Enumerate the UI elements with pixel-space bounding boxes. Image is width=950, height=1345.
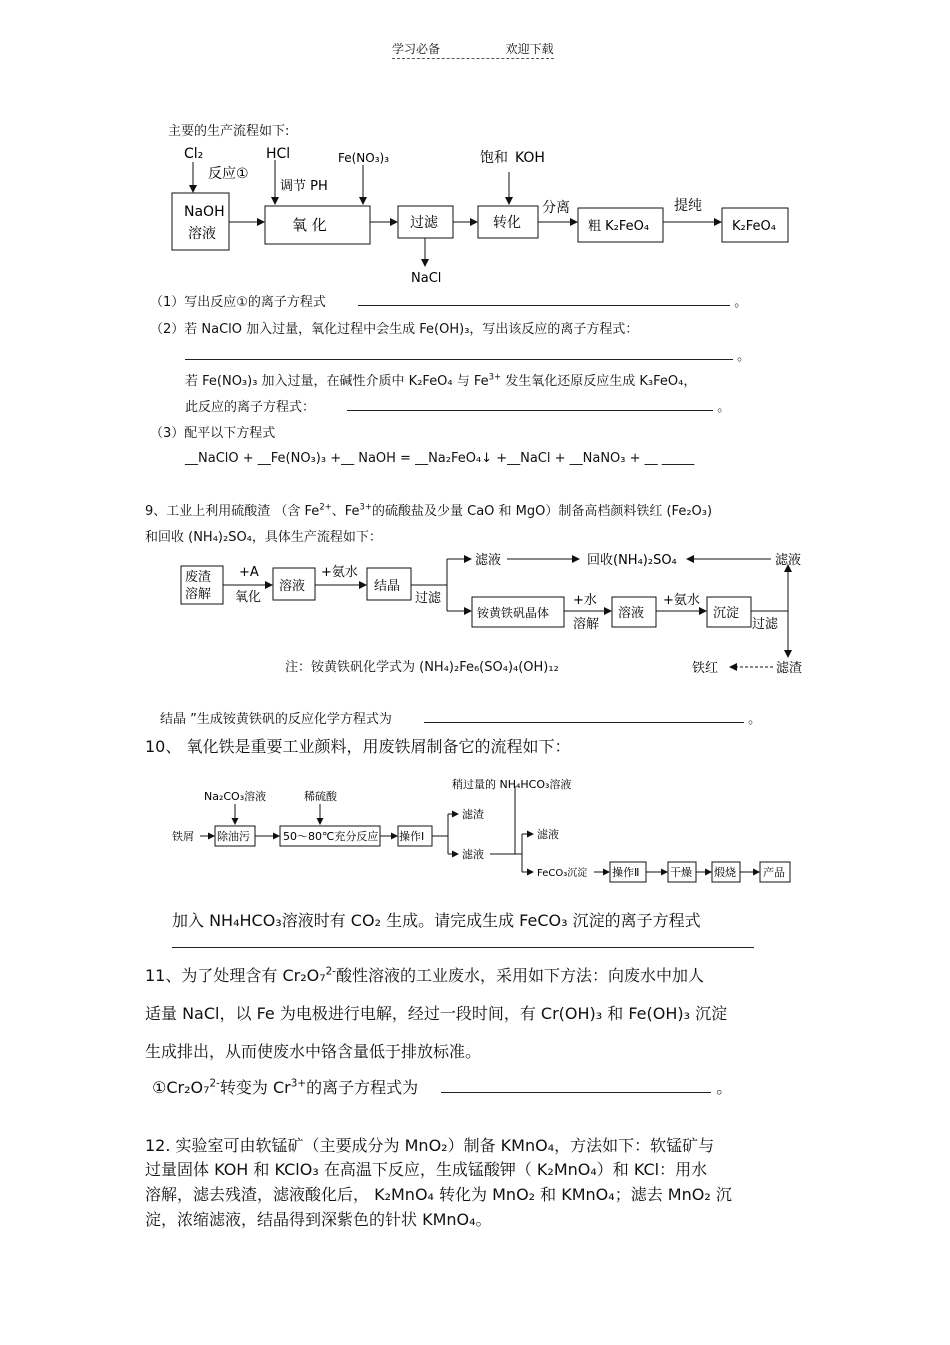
page-header — [392, 40, 554, 57]
q12-line1: 12. 实验室可由软锰矿（主要成分为 MnO₂）制备 KMnO₄，方法如下：软锰矿与 — [145, 1136, 715, 1155]
flow2-solution2: 溶液 — [618, 606, 645, 621]
q10-question: 加入 NH₄HCO₃溶液时有 CO₂ 生成。请完成生成 FeCO₃ 沉淀的离子方程式 — [172, 911, 701, 930]
label-reaction1: 反应① — [208, 166, 249, 182]
flow3-filtrate2: 滤液 — [537, 828, 559, 841]
q9-end: 。 — [748, 712, 762, 727]
q12-line2: 过量固体 KOH 和 KClO₃ 在高温下反应，生成锰酸钾（ K₂MnO₄）和 KCl：用水 — [145, 1160, 708, 1179]
flow3-dry: 干燥 — [670, 866, 692, 879]
intro-text: 主要的生产流程如下: — [168, 124, 290, 139]
q2-end3: 。 — [717, 400, 731, 415]
q2-end1: 。 — [737, 349, 751, 364]
flow3-calcine: 煅烧 — [714, 866, 736, 879]
q2-line2-part-a: 若 Fe(NO₃)₃ 加入过量，在碱性介质中 K₂FeO₄ 与 Fe — [185, 374, 489, 389]
box-filter-label: 过滤 — [410, 215, 438, 231]
k2feo4-flow-diagram — [160, 140, 800, 288]
q2-line2 — [185, 370, 696, 389]
q10-title: 10、 氧化铁是重要工业颜料，用废铁屑制备它的流程如下： — [145, 737, 571, 756]
q11-line4-c: 的离子方程式为 — [306, 1078, 419, 1097]
label-purify: 提纯 — [674, 198, 702, 214]
q11-line4-b: 转变为 Cr — [219, 1078, 291, 1097]
q11-sup2: 2- — [209, 1077, 220, 1090]
q1-line — [150, 291, 747, 310]
label-adjust-ph: 调节 PH — [280, 179, 328, 194]
input-cl2: Cl₂ — [184, 146, 204, 162]
flow3-op1: 操作Ⅰ — [399, 830, 425, 843]
q10-answer-line[interactable] — [172, 947, 754, 948]
q12-line3: 溶解，滤去残渣，滤液酸化后， K₂MnO₄ 转化为 MnO₂ 和 KMnO₄；滤去 MnO₂ 沉 — [145, 1185, 732, 1204]
flow3-filtrate: 滤液 — [462, 848, 484, 861]
byproduct-nacl: NaCl — [411, 271, 442, 286]
flow3-op2: 操作Ⅱ — [612, 866, 640, 879]
q9-line1-b: 、Fe — [331, 504, 360, 519]
input-hcl: HCl — [266, 146, 291, 162]
box-oxidize-label: 氧 化 — [292, 216, 327, 234]
q9-line1 — [145, 500, 712, 519]
flow3-excess-nh4hco3: 稍过量的 NH₄HCO₃溶液 — [452, 778, 572, 791]
q11-end: 。 — [716, 1078, 733, 1097]
flow2-recover: 回收(NH₄)₂SO₄ — [587, 553, 677, 568]
flow2-ammonia1: +氨水 — [321, 565, 358, 580]
flow2-waste-line2: 溶解 — [185, 587, 212, 602]
q3-title: （3）配平以下方程式 — [150, 426, 276, 441]
flow2-solution1: 溶液 — [279, 579, 306, 594]
input-koh: KOH — [515, 150, 545, 166]
box-naoh-line1: NaOH — [184, 204, 225, 220]
q2-line2-part-b: 发生氧化还原反应生成 K₃FeO₄， — [501, 374, 697, 389]
flow2-plus-water: +水 — [573, 593, 597, 608]
header-divider — [392, 58, 554, 59]
flow3-dilute-acid: 稀硫酸 — [304, 790, 337, 803]
input-saturated: 饱和 — [480, 150, 508, 166]
box-naoh-line2: 溶液 — [188, 226, 216, 242]
box-product-label: K₂FeO₄ — [732, 219, 776, 234]
q11-line1-a: 11、为了处理含有 Cr₂O₇ — [145, 966, 326, 985]
q11-line4 — [152, 1075, 732, 1098]
flow3-degrease: 除油污 — [217, 830, 250, 843]
box-crude-label: 粗 K₂FeO₄ — [588, 219, 650, 234]
q9-line1-c: 的硫酸盐及少量 CaO 和 MgO）制备高档颜料铁红 (Fe₂O₃) — [371, 504, 713, 519]
flow2-ammonia2: +氨水 — [663, 593, 700, 608]
box-convert-label: 转化 — [493, 215, 521, 231]
q2-answer-line1 — [185, 345, 750, 364]
flow2-waste-line1: 废渣 — [185, 570, 212, 585]
q11-sup1: 2- — [325, 965, 336, 978]
q2-answer-blank1[interactable] — [185, 345, 733, 360]
q3-equation: __NaClO + __Fe(NO₃)₃ +__ NaOH = __Na₂FeO₄↓ +__NaCl + __NaNO₃ + __ _____ — [185, 451, 695, 466]
header-left: 学习必备 — [392, 42, 441, 56]
q2-line3-text: 此反应的离子方程式： — [185, 400, 316, 415]
q11-line1-b: 酸性溶液的工业废水，采用如下方法：向废水中加人 — [336, 966, 705, 985]
q9-note: 注：铵黄铁矾化学式为 (NH₄)₂Fe₆(SO₄)₄(OH)₁₂ — [285, 660, 559, 675]
flow2-filtrate1: 滤液 — [475, 553, 502, 568]
q11-line1 — [145, 963, 704, 986]
q9-line1-a: 9、工业上利用硫酸渣 （含 Fe — [145, 504, 320, 519]
flow2-jarosite: 铵黄铁矾晶体 — [477, 606, 550, 620]
flow2-filter1: 过滤 — [415, 591, 442, 606]
q2-line2-sup: 3+ — [488, 371, 502, 382]
flow2-filter2: 过滤 — [752, 617, 779, 632]
flow2-residue: 滤渣 — [776, 661, 803, 676]
flow2-filtrate2: 滤液 — [775, 553, 802, 568]
flow2-iron-red: 铁红 — [692, 661, 719, 676]
q12-line4: 淀，浓缩滤液，结晶得到深紫色的针状 KMnO₄。 — [145, 1210, 492, 1229]
flow2-dissolve: 溶解 — [573, 617, 600, 632]
q1-text: （1）写出反应①的离子方程式 — [150, 295, 326, 310]
flow3-residue: 滤渣 — [462, 808, 484, 821]
iron-oxide-flow-diagram — [170, 772, 795, 887]
q11-sup3: 3+ — [290, 1077, 307, 1090]
q2-line1: （2）若 NaClO 加入过量，氧化过程中会生成 Fe(OH)₃，写出该反应的离子方程式： — [150, 322, 639, 337]
q9-answer-blank[interactable] — [424, 708, 744, 723]
flow3-feco3: FeCO₃沉淀 — [537, 868, 588, 879]
flow3-product: 产品 — [763, 866, 785, 879]
flow2-crystallize: 结晶 — [374, 579, 401, 594]
q2-answer-blank2[interactable] — [347, 396, 713, 411]
flow2-precipitate: 沉淀 — [713, 606, 740, 621]
label-separate: 分离 — [542, 200, 570, 216]
q11-answer-blank[interactable] — [441, 1078, 711, 1093]
flow2-oxidize: 氧化 — [235, 590, 262, 605]
input-fe-no3: Fe(NO₃)₃ — [338, 151, 390, 165]
q9-sup2: 3+ — [359, 501, 372, 512]
q11-line4-a: ①Cr₂O₇ — [152, 1078, 210, 1097]
flow2-plus-a: +A — [239, 565, 259, 580]
q9-line2: 和回收 (NH₄)₂SO₄，具体生产流程如下： — [145, 530, 382, 545]
q9-sup1: 2+ — [319, 501, 332, 512]
q2-line3 — [185, 396, 730, 415]
q9-question: 结晶 ”生成铵黄铁矾的反应化学方程式为 — [160, 712, 392, 727]
q11-line2: 适量 NaCl，以 Fe 为电极进行电解，经过一段时间，有 Cr(OH)₃ 和 Fe(OH)₃ 沉淀 — [145, 1004, 728, 1023]
q11-line3: 生成排出，从而使废水中铬含量低于排放标准。 — [145, 1042, 482, 1061]
q1-end: 。 — [734, 295, 748, 310]
header-right: 欢迎下载 — [505, 42, 554, 56]
flow3-react: 50～80℃充分反应 — [283, 830, 379, 843]
q9-question-line — [160, 708, 761, 727]
q1-answer-blank[interactable] — [358, 291, 730, 306]
flow3-na2co3: Na₂CO₃溶液 — [204, 790, 267, 803]
flow3-scrap: 铁屑 — [172, 830, 194, 843]
